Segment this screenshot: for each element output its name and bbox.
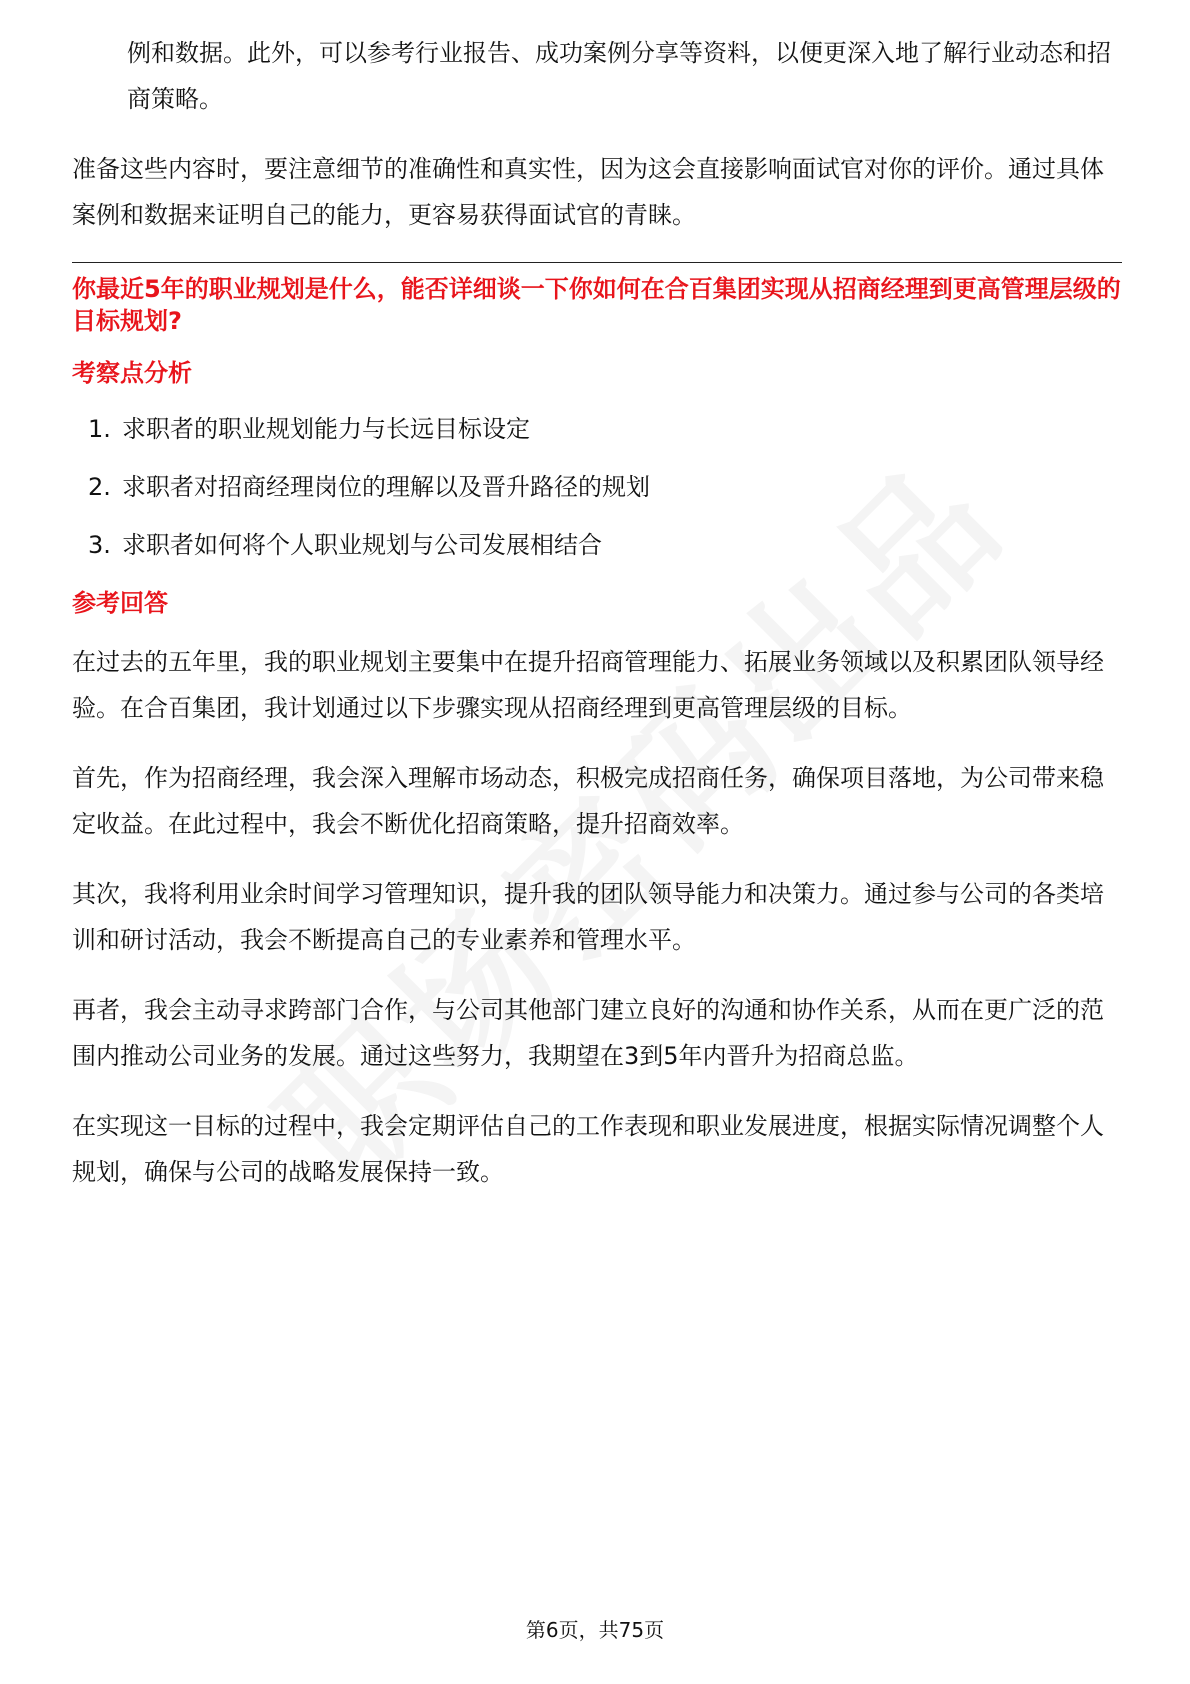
intro-continuation: 例和数据。此外，可以参考行业报告、成功案例分享等资料，以便更深入地了解行业动态和招商策略。 <box>127 39 1111 113</box>
question-title: 你最近5年的职业规划是什么，能否详细谈一下你如何在合百集团实现从招商经理到更高管理层级的目标规划? <box>72 275 1121 335</box>
list-item-text: 求职者如何将个人职业规划与公司发展相结合 <box>122 531 602 559</box>
list-item-number: 2. <box>88 473 111 501</box>
answer-heading: 参考回答 <box>72 589 168 617</box>
analysis-list <box>72 409 1122 565</box>
answer-paragraph: 首先，作为招商经理，我会深入理解市场动态，积极完成招商任务，确保项目落地，为公司带来稳定收益。在此过程中，我会不断优化招商策略，提升招商效率。 <box>72 764 1104 838</box>
answer-paragraph: 在过去的五年里，我的职业规划主要集中在提升招商管理能力、拓展业务领域以及积累团队领导经验。在合百集团，我计划通过以下步骤实现从招商经理到更高管理层级的目标。 <box>72 648 1104 722</box>
analysis-heading: 考察点分析 <box>72 359 192 387</box>
list-item-number: 1. <box>88 415 111 443</box>
list-item-text: 求职者对招商经理岗位的理解以及晋升路径的规划 <box>122 473 650 501</box>
answer-paragraph: 再者，我会主动寻求跨部门合作，与公司其他部门建立良好的沟通和协作关系，从而在更广泛的范围内推动公司业务的发展。通过这些努力，我期望在3到5年内晋升为招商总监。 <box>72 996 1104 1070</box>
page-number: 第6页，共75页 <box>525 1618 665 1642</box>
section-divider <box>72 262 1122 263</box>
list-item-text: 求职者的职业规划能力与长远目标设定 <box>122 415 530 443</box>
list-item <box>72 525 1122 565</box>
list-item <box>72 467 1122 507</box>
answer-paragraph: 在实现这一目标的过程中，我会定期评估自己的工作表现和职业发展进度，根据实际情况调整个人规划，确保与公司的战略发展保持一致。 <box>72 1112 1104 1186</box>
answer-paragraph: 其次，我将利用业余时间学习管理知识，提升我的团队领导能力和决策力。通过参与公司的各类培训和研讨活动，我会不断提高自己的专业素养和管理水平。 <box>72 880 1104 954</box>
list-item <box>72 409 1122 449</box>
list-item-number: 3. <box>88 531 111 559</box>
page-content <box>72 30 1122 1219</box>
intro-note: 准备这些内容时，要注意细节的准确性和真实性，因为这会直接影响面试官对你的评价。通过具体案例和数据来证明自己的能力，更容易获得面试官的青睐。 <box>72 155 1104 229</box>
